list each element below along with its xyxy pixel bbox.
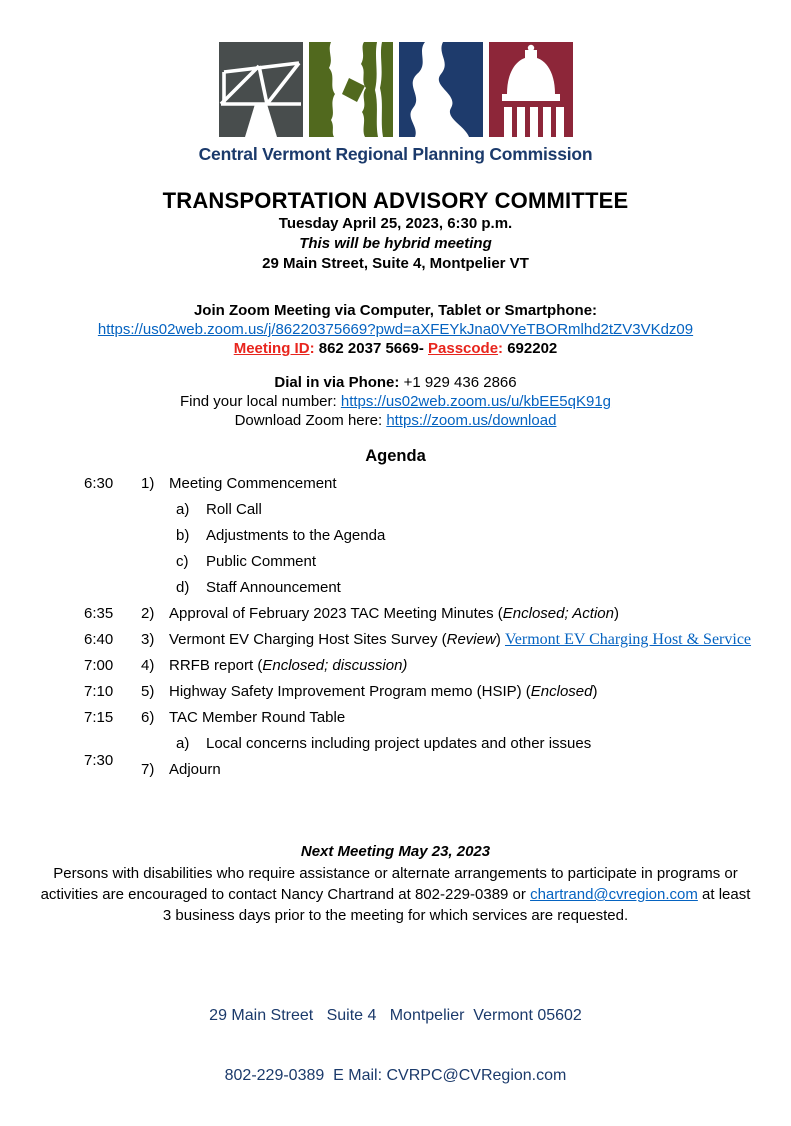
agenda-sub-text: Adjustments to the Agenda bbox=[206, 527, 386, 544]
zoom-join-heading: Join Zoom Meeting via Computer, Tablet or Smartphone: bbox=[193, 302, 598, 319]
agenda-sub-letter: a) bbox=[176, 501, 190, 518]
org-name: Central Vermont Regional Planning Commission bbox=[198, 144, 593, 164]
disability-notice-text: at least 3 business days prior to the meeting for which services are requested. bbox=[162, 886, 751, 924]
local-number-label: Find your local number: bbox=[179, 393, 341, 410]
agenda-sub-row bbox=[0, 549, 791, 575]
local-number-line bbox=[0, 392, 791, 411]
page-title: TRANSPORTATION ADVISORY COMMITTEE bbox=[162, 188, 629, 213]
next-meeting-note: Next Meeting May 23, 2023 bbox=[300, 843, 491, 860]
agenda-number: 5) bbox=[141, 683, 155, 700]
meeting-datetime: Tuesday April 25, 2023, 6:30 p.m. bbox=[278, 215, 513, 232]
agenda-text-italic: Enclosed; discussion) bbox=[262, 657, 408, 674]
agenda-item-row bbox=[0, 601, 791, 627]
footer-address-line: 29 Main Street Suite 4 Montpelier Vermont 05602 bbox=[209, 1007, 582, 1024]
agenda-number: 6) bbox=[141, 709, 155, 726]
agenda-text-italic: Enclosed; Action bbox=[502, 605, 614, 622]
agenda-number: 4) bbox=[141, 657, 155, 674]
cvrpc-logo bbox=[219, 42, 573, 137]
agenda-item-text bbox=[169, 653, 791, 679]
download-zoom-label: Download Zoom here: bbox=[234, 412, 387, 429]
meeting-id-colon: : bbox=[309, 340, 315, 357]
agenda-number: 7) bbox=[141, 761, 155, 778]
agenda-time: 6:40 bbox=[84, 631, 114, 648]
agenda-heading: Agenda bbox=[365, 447, 426, 465]
agenda-item-row bbox=[0, 752, 791, 783]
agenda-text-part: ) bbox=[592, 683, 598, 700]
agenda-item-text bbox=[169, 679, 791, 705]
hybrid-note: This will be hybrid meeting bbox=[299, 235, 492, 252]
local-number-link[interactable]: https://us02web.zoom.us/u/kbEE5qK91g bbox=[340, 393, 612, 410]
agenda-sub-row bbox=[0, 575, 791, 601]
passcode-colon: : bbox=[498, 340, 504, 357]
passcode-number: 692202 bbox=[503, 340, 558, 357]
agenda-text-part: Vermont EV Charging Host Sites Survey ( bbox=[169, 631, 447, 648]
agenda-item-row bbox=[0, 653, 791, 679]
agenda-sub-letter: a) bbox=[176, 735, 190, 752]
disability-notice-text: Persons with disabilities who require assistance or alternate arrangements to participate in programs or activities are encouraged to contact Nancy Chartrand at 802-229-0389 or bbox=[40, 865, 738, 903]
passcode-label: Passcode bbox=[428, 340, 499, 357]
agenda-time: 7:10 bbox=[84, 683, 114, 700]
agenda-sub-letter: d) bbox=[176, 579, 190, 596]
agenda-item-text: TAC Member Round Table bbox=[169, 709, 346, 726]
agenda-item-row bbox=[0, 679, 791, 705]
agenda-time: 7:00 bbox=[84, 657, 114, 674]
zoom-join-link[interactable]: https://us02web.zoom.us/j/86220375669?pwd=aXFEYkJna0VYeTBORmlhd2tZV3VKdz09 bbox=[97, 321, 694, 338]
agenda-number: 2) bbox=[141, 605, 155, 622]
agenda-time: 6:30 bbox=[84, 475, 114, 492]
agenda-time: 7:15 bbox=[84, 709, 114, 726]
meeting-id-number: 862 2037 5669- bbox=[314, 340, 428, 357]
agenda-text-part: Highway Safety Improvement Program memo (HSIP) ( bbox=[169, 683, 531, 700]
agenda-number: 3) bbox=[141, 631, 155, 648]
meeting-id-label: Meeting ID bbox=[233, 340, 310, 357]
agenda-item-text: Meeting Commencement bbox=[169, 475, 337, 492]
agenda-item-text bbox=[169, 601, 791, 627]
agenda-text-part: Approval of February 2023 TAC Meeting Minutes ( bbox=[169, 605, 503, 622]
dial-in-line bbox=[0, 373, 791, 392]
agenda-item-row bbox=[0, 627, 791, 653]
ev-charging-link[interactable]: Vermont EV Charging Host & Service bbox=[504, 631, 752, 648]
agenda-sub-text: Local concerns including project updates and other issues bbox=[206, 735, 592, 752]
agenda-text-part: ) bbox=[495, 631, 505, 648]
winding-road-icon bbox=[399, 42, 483, 137]
agenda-number: 1) bbox=[141, 475, 155, 492]
meeting-location: 29 Main Street, Suite 4, Montpelier VT bbox=[262, 255, 529, 272]
agenda-item-row bbox=[0, 471, 791, 497]
agenda-text-part: RRFB report ( bbox=[169, 657, 263, 674]
agenda-item-text bbox=[169, 627, 791, 653]
dial-in-label: Dial in via Phone: bbox=[274, 374, 400, 391]
agenda-item-text: Adjourn bbox=[169, 761, 221, 778]
agenda-sub-text: Public Comment bbox=[206, 553, 317, 570]
dial-in-number: +1 929 436 2866 bbox=[399, 374, 517, 391]
vermont-state-icon bbox=[309, 42, 393, 137]
zoom-join-url-line bbox=[0, 320, 791, 339]
agenda-sub-text: Staff Announcement bbox=[206, 579, 341, 596]
footer-address-block bbox=[0, 966, 791, 1126]
meeting-id-line bbox=[0, 339, 791, 358]
agenda-time: 6:35 bbox=[84, 605, 114, 622]
agenda-item-row bbox=[0, 705, 791, 731]
agenda-sub-letter: b) bbox=[176, 527, 190, 544]
disability-notice bbox=[38, 863, 754, 926]
capitol-dome-icon bbox=[489, 42, 573, 137]
agenda-list bbox=[0, 471, 791, 783]
agenda-text-part: ) bbox=[613, 605, 619, 622]
agenda-sub-letter: c) bbox=[176, 553, 189, 570]
truss-bridge-icon bbox=[219, 42, 303, 137]
agenda-time: 7:30 bbox=[84, 752, 114, 769]
agenda-sub-text: Roll Call bbox=[206, 501, 262, 518]
agenda-sub-row bbox=[0, 523, 791, 549]
download-zoom-link[interactable]: https://zoom.us/download bbox=[386, 412, 557, 429]
agenda-text-italic: Review bbox=[446, 631, 496, 648]
download-zoom-line bbox=[0, 411, 791, 430]
agenda-sub-row bbox=[0, 497, 791, 523]
dial-in-block bbox=[0, 373, 791, 430]
agenda-text-italic: Enclosed bbox=[530, 683, 593, 700]
contact-email-link[interactable]: chartrand@cvregion.com bbox=[530, 886, 698, 903]
footer-contact-line: 802-229-0389 E Mail: CVRPC@CVRegion.com bbox=[224, 1067, 567, 1084]
